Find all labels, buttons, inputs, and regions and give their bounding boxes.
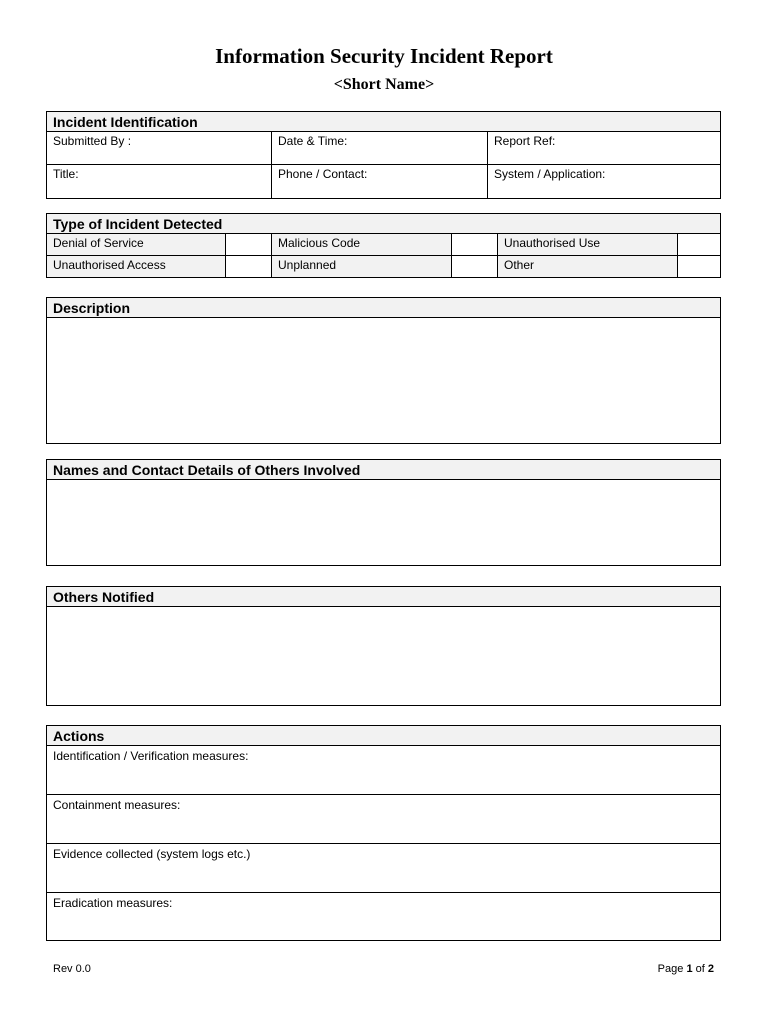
type-label-unauthorised-use: Unauthorised Use [498,234,678,256]
phone-contact-field[interactable]: Phone / Contact: [272,165,488,198]
actions-section [46,725,721,941]
others-notified-field[interactable] [47,607,720,705]
report-ref-field[interactable]: Report Ref: [488,132,720,165]
document-title: Information Security Incident Report [215,44,553,68]
page-of: of [695,963,705,975]
page-prefix: Page [657,963,684,975]
page-number [658,962,714,976]
identification-verification-field[interactable]: Identification / Verification measures: [47,746,720,795]
incident-type-section [46,213,721,278]
actions-heading: Actions [47,726,720,746]
checkbox-unplanned[interactable] [452,256,498,277]
evidence-collected-field[interactable]: Evidence collected (system logs etc.) [47,844,720,893]
others-involved-field[interactable] [47,480,720,565]
type-label-unauthorised-access: Unauthorised Access [47,256,226,277]
others-involved-section [46,459,721,566]
containment-field[interactable]: Containment measures: [47,795,720,844]
incident-type-heading: Type of Incident Detected [47,214,720,234]
others-notified-heading: Others Notified [47,587,720,607]
type-label-other: Other [498,256,678,277]
type-label-malicious-code: Malicious Code [272,234,452,256]
submitted-by-field[interactable]: Submitted By : [47,132,272,165]
description-section [46,297,721,444]
title-field[interactable]: Title: [47,165,272,198]
checkbox-denial-of-service[interactable] [226,234,272,256]
document-subtitle: <Short Name> [333,76,435,93]
type-label-unplanned: Unplanned [272,256,452,277]
checkbox-other[interactable] [678,256,720,277]
checkbox-unauthorised-access[interactable] [226,256,272,277]
eradication-field[interactable]: Eradication measures: [53,896,173,910]
checkbox-unauthorised-use[interactable] [678,234,720,256]
description-heading: Description [47,298,720,318]
system-application-field[interactable]: System / Application: [494,167,606,181]
others-involved-heading: Names and Contact Details of Others Involved [47,460,720,480]
date-time-field[interactable]: Date & Time: [272,132,488,165]
description-field[interactable] [47,318,720,443]
page-current: 1 [686,963,693,975]
revision-label: Rev 0.0 [53,963,91,975]
incident-identification-section [46,111,721,199]
checkbox-malicious-code[interactable] [452,234,498,256]
page-total: 2 [707,963,714,975]
incident-identification-heading: Incident Identification [47,112,720,132]
type-label-denial-of-service: Denial of Service [47,234,226,256]
others-notified-section [46,586,721,706]
